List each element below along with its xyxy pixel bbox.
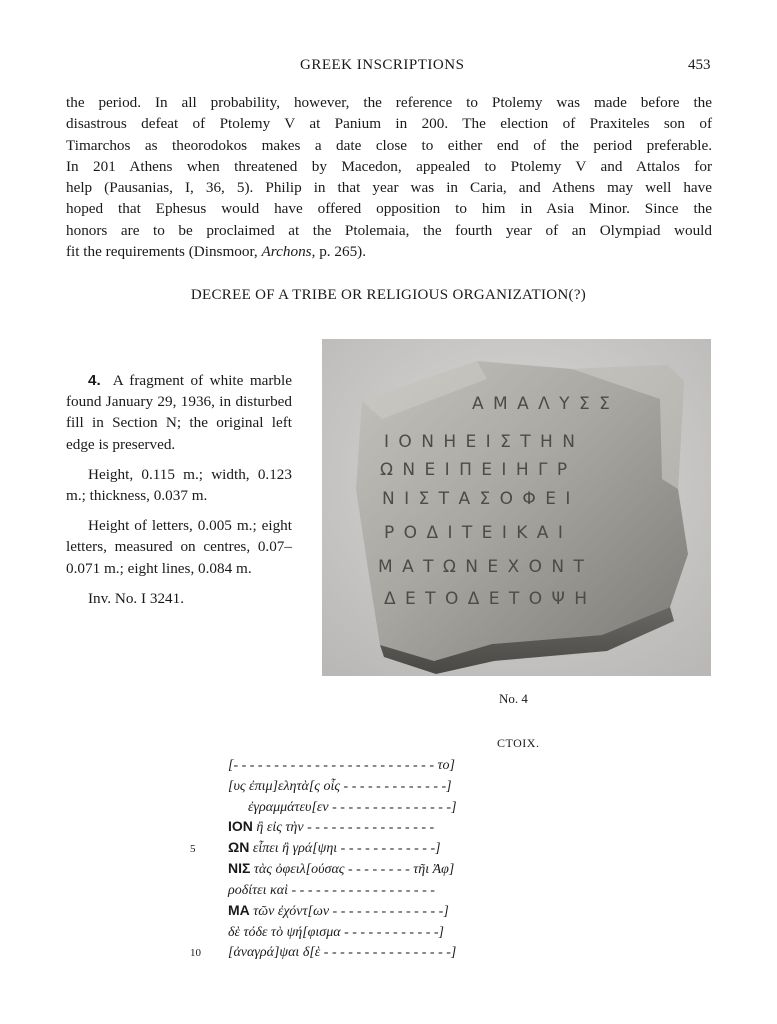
paragraph-line: disastrous defeat of Ptolemy V at Panium in 200. The election of Praxiteles son of [66,115,712,133]
paragraph-line: In 201 Athens when threatened by Macedon, appealed to Ptolemy V and Attalos for [66,157,712,175]
archons-citation: Archons [261,243,312,261]
running-head [0,57,777,77]
body-paragraph [66,92,712,262]
paragraph-line: the period. In all probability, however, the reference to Ptolemy was made before the [66,94,712,111]
entry-inventory: Inv. No. I 3241. [88,589,185,607]
paragraph-line: help (Pausanias, I, 36, 5). Philip in that year was in Caria, and Athens may well have [66,179,712,197]
paragraph-line: honors are to be proclaimed at the Ptolemaia, the fourth year of an Olympiad would [66,221,712,239]
entry-number: 4. [88,372,101,389]
entry-description [66,370,292,618]
stone-line: Ι Ο Ν Η Ε Ι Σ Τ Η Ν [384,432,577,452]
entry-text: 4. A fragment of white marble found January 29, 1936, in disturbed fill in Section N; the original left edge is preserved. [66,372,292,453]
page-number: 453 [688,57,711,73]
entry-dimensions: Height, 0.115 m.; width, 0.123 m.; thickness, 0.037 m. [66,465,292,505]
figure-caption: No. 4 [499,691,528,706]
stoichedon-label: CTOIX. [497,736,540,750]
paragraph-line: hoped that Ephesus would have offered opposition to him in Asia Minor. Since the [66,200,712,218]
stone-line: Δ Ε Τ Ο Δ Ε Τ Ο Ψ Η [384,589,590,609]
paragraph-line-last: fit the requirements (Dinsmoor, Archons, p. 265). [66,243,367,261]
stone-line: Ω Ν Ε Ι Π Ε Ι Η Γ Ρ [380,460,570,480]
entry-letters: Height of letters, 0.005 m.; eight letters, measured on centres, 0.07–0.071 m.; eight lines, 0.084 m. [66,517,292,577]
inscription-photo [322,339,711,676]
stone-line: Μ Α Τ Ω Ν Ε Χ Ο Ν Τ [378,557,586,577]
stone-line: Α Μ Α Λ Υ Σ Σ [472,394,612,414]
stone-line: Ρ Ο Δ Ι Τ Ε Ι Κ Α Ι [384,523,565,543]
stone-line: Ν Ι Σ Τ Α Σ Ο Φ Ε Ι [382,489,573,509]
section-title: DECREE OF A TRIBE OR RELIGIOUS ORGANIZATION(?) [190,287,587,303]
marble-fragment-image [322,339,711,676]
running-head-title: GREEK INSCRIPTIONS [300,57,465,73]
paragraph-line: Timarchos as theorodokos makes a date close to either end of the period preferable. [66,136,712,154]
